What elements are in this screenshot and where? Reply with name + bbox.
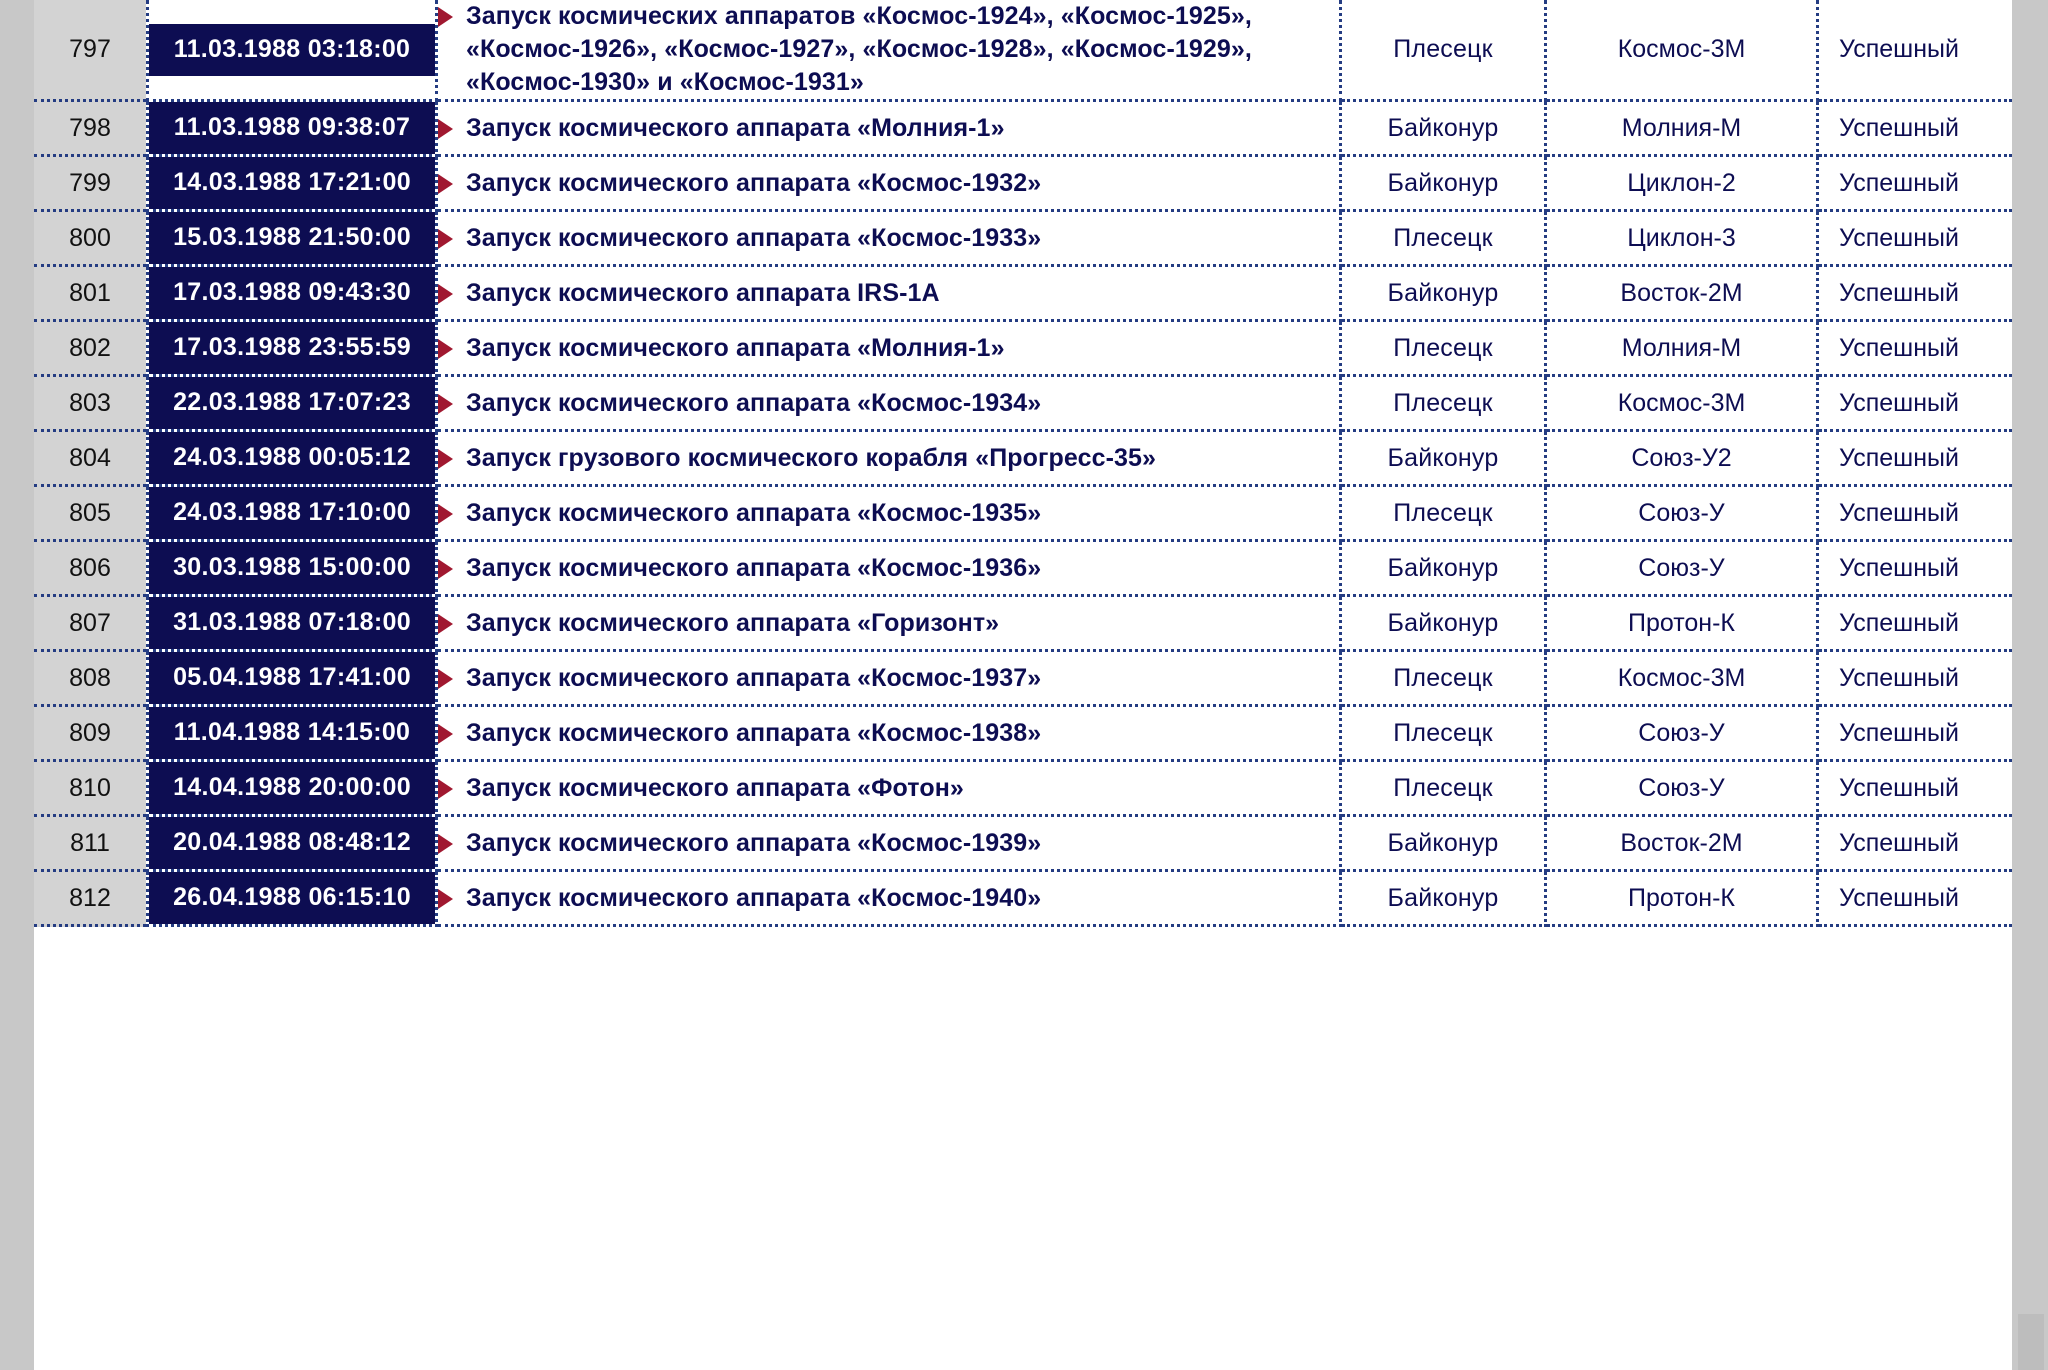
launch-site-cell: Байконур xyxy=(1342,432,1547,487)
bullet-triangle-icon xyxy=(438,339,454,364)
launch-datetime-label: 17.03.1988 23:55:59 xyxy=(149,322,435,374)
launch-vehicle-cell: Союз-У xyxy=(1547,707,1819,762)
launch-description-label[interactable]: Запуск космического аппарата «Космос-1936» xyxy=(466,553,1042,582)
launch-description-cell xyxy=(438,157,1342,212)
row-number-cell xyxy=(34,817,146,872)
launch-result-cell: Успешный xyxy=(1819,652,2012,707)
description-row xyxy=(438,387,1339,420)
launch-datetime-cell xyxy=(146,432,438,487)
table-row[interactable] xyxy=(34,872,2012,927)
launch-description-cell xyxy=(438,872,1342,927)
description-row xyxy=(438,607,1339,640)
launch-vehicle-cell: Восток-2М xyxy=(1547,817,1819,872)
launch-description-cell xyxy=(438,597,1342,652)
row-number-label: 802 xyxy=(69,333,111,362)
bullet-triangle-icon xyxy=(438,559,454,584)
launch-datetime-label: 11.03.1988 03:18:00 xyxy=(149,24,435,76)
row-number-cell xyxy=(34,267,146,322)
row-number-label: 798 xyxy=(69,113,111,142)
launch-result-cell: Успешный xyxy=(1819,872,2012,927)
table-row[interactable] xyxy=(34,762,2012,817)
table-row[interactable] xyxy=(34,322,2012,377)
launch-result-cell: Успешный xyxy=(1819,432,2012,487)
launch-datetime-label: 20.04.1988 08:48:12 xyxy=(149,817,435,869)
launch-description-label[interactable]: Запуск космического аппарата «Космос-1934» xyxy=(466,388,1042,417)
launch-datetime-label: 11.03.1988 09:38:07 xyxy=(149,102,435,154)
launch-datetime-cell xyxy=(146,872,438,927)
row-number-label: 800 xyxy=(69,223,111,252)
launch-site-cell: Плесецк xyxy=(1342,0,1547,102)
row-number-label: 805 xyxy=(69,498,111,527)
launch-datetime-label: 14.04.1988 20:00:00 xyxy=(149,762,435,814)
table-row[interactable] xyxy=(34,157,2012,212)
row-number-label: 807 xyxy=(69,608,111,637)
bullet-triangle-icon xyxy=(438,449,454,474)
launch-description-label[interactable]: Запуск космического аппарата «Космос-1937» xyxy=(466,663,1042,692)
launch-description-cell xyxy=(438,377,1342,432)
row-number-label: 808 xyxy=(69,663,111,692)
launch-datetime-label: 05.04.1988 17:41:00 xyxy=(149,652,435,704)
launch-result-cell: Успешный xyxy=(1819,597,2012,652)
launch-result-cell: Успешный xyxy=(1819,487,2012,542)
description-row xyxy=(438,277,1339,310)
launch-datetime-cell xyxy=(146,762,438,817)
launch-result-cell: Успешный xyxy=(1819,0,2012,102)
launch-site-cell: Плесецк xyxy=(1342,377,1547,432)
table-row[interactable] xyxy=(34,102,2012,157)
table-row[interactable] xyxy=(34,707,2012,762)
launch-datetime-cell xyxy=(146,542,438,597)
launch-datetime-cell xyxy=(146,707,438,762)
launch-vehicle-cell: Циклон-2 xyxy=(1547,157,1819,212)
launch-result-cell: Успешный xyxy=(1819,212,2012,267)
description-row xyxy=(438,717,1339,750)
launch-description-label[interactable]: Запуск космического аппарата «Космос-1938» xyxy=(466,718,1042,747)
launch-datetime-cell xyxy=(146,212,438,267)
row-number-label: 799 xyxy=(69,168,111,197)
launch-datetime-label: 30.03.1988 15:00:00 xyxy=(149,542,435,594)
description-row xyxy=(438,662,1339,695)
launch-result-cell: Успешный xyxy=(1819,542,2012,597)
row-number-cell xyxy=(34,707,146,762)
launch-vehicle-cell: Молния-М xyxy=(1547,322,1819,377)
launch-datetime-cell xyxy=(146,0,438,102)
row-number-cell xyxy=(34,102,146,157)
launch-vehicle-cell: Космос-3М xyxy=(1547,377,1819,432)
launch-description-cell xyxy=(438,432,1342,487)
launch-site-cell: Байконур xyxy=(1342,267,1547,322)
launch-site-cell: Плесецк xyxy=(1342,212,1547,267)
row-number-cell xyxy=(34,432,146,487)
table-row[interactable] xyxy=(34,432,2012,487)
launch-description-cell xyxy=(438,102,1342,157)
launch-result-cell: Успешный xyxy=(1819,157,2012,212)
launch-vehicle-cell: Циклон-3 xyxy=(1547,212,1819,267)
launch-description-cell xyxy=(438,707,1342,762)
row-number-label: 809 xyxy=(69,718,111,747)
table-row[interactable] xyxy=(34,597,2012,652)
row-number-label: 810 xyxy=(69,773,111,802)
launch-vehicle-cell: Союз-У xyxy=(1547,487,1819,542)
launch-vehicle-cell: Союз-У2 xyxy=(1547,432,1819,487)
row-number-cell xyxy=(34,377,146,432)
launch-site-cell: Байконур xyxy=(1342,542,1547,597)
launch-description-cell xyxy=(438,267,1342,322)
launch-description-label[interactable]: Запуск космического аппарата «Космос-1935» xyxy=(466,498,1042,527)
launch-site-cell: Байконур xyxy=(1342,597,1547,652)
launch-vehicle-cell: Союз-У xyxy=(1547,542,1819,597)
launch-description-label[interactable]: Запуск космического аппарата «Фотон» xyxy=(466,773,964,802)
launch-description-label[interactable]: Запуск космического аппарата «Космос-1939» xyxy=(466,828,1042,857)
launch-description-label[interactable]: Запуск космического аппарата «Молния-1» xyxy=(466,333,1005,362)
row-number-cell xyxy=(34,487,146,542)
launch-site-cell: Плесецк xyxy=(1342,762,1547,817)
table-row[interactable] xyxy=(34,487,2012,542)
row-number-label: 804 xyxy=(69,443,111,472)
table-row[interactable] xyxy=(34,267,2012,322)
description-row xyxy=(438,827,1339,860)
bullet-triangle-icon xyxy=(438,889,454,914)
launch-description-cell xyxy=(438,322,1342,377)
launch-vehicle-cell: Молния-М xyxy=(1547,102,1819,157)
bullet-triangle-icon xyxy=(438,724,454,749)
description-row xyxy=(438,0,1339,99)
launch-description-label[interactable]: Запуск космического аппарата «Космос-1932» xyxy=(466,168,1042,197)
row-number-cell xyxy=(34,157,146,212)
launch-description-label[interactable]: Запуск космического аппарата «Молния-1» xyxy=(466,113,1005,142)
launch-result-cell: Успешный xyxy=(1819,322,2012,377)
bullet-triangle-icon xyxy=(438,614,454,639)
launch-description-cell xyxy=(438,542,1342,597)
launch-description-cell xyxy=(438,487,1342,542)
table-row[interactable] xyxy=(34,212,2012,267)
launch-datetime-label: 26.04.1988 06:15:10 xyxy=(149,872,435,924)
launch-site-cell: Плесецк xyxy=(1342,652,1547,707)
launch-table-container xyxy=(34,0,2012,1370)
bullet-triangle-icon xyxy=(438,284,454,309)
launch-datetime-cell xyxy=(146,377,438,432)
launch-result-cell: Успешный xyxy=(1819,267,2012,322)
launch-description-cell xyxy=(438,762,1342,817)
launch-datetime-label: 31.03.1988 07:18:00 xyxy=(149,597,435,649)
launch-datetime-label: 17.03.1988 09:43:30 xyxy=(149,267,435,319)
launch-datetime-cell xyxy=(146,817,438,872)
launch-site-cell: Байконур xyxy=(1342,872,1547,927)
launch-table xyxy=(34,0,2012,927)
launch-site-cell: Плесецк xyxy=(1342,487,1547,542)
row-number-label: 797 xyxy=(69,35,111,63)
row-number-label: 803 xyxy=(69,388,111,417)
launch-description-label[interactable]: Запуск грузового космического корабля «Прогресс-35» xyxy=(466,443,1157,472)
launch-vehicle-cell: Космос-3М xyxy=(1547,652,1819,707)
launch-description-label[interactable]: Запуск космического аппарата IRS-1A xyxy=(466,278,940,307)
bullet-triangle-icon xyxy=(438,119,454,144)
launch-vehicle-cell: Протон-К xyxy=(1547,597,1819,652)
launch-result-cell: Успешный xyxy=(1819,377,2012,432)
launch-datetime-label: 14.03.1988 17:21:00 xyxy=(149,157,435,209)
row-number-cell xyxy=(34,762,146,817)
description-row xyxy=(438,442,1339,475)
launch-datetime-label: 15.03.1988 21:50:00 xyxy=(149,212,435,264)
bullet-triangle-icon xyxy=(438,174,454,199)
scrollbar-hint[interactable] xyxy=(2018,1314,2044,1370)
launch-result-cell: Успешный xyxy=(1819,762,2012,817)
launch-datetime-label: 22.03.1988 17:07:23 xyxy=(149,377,435,429)
description-row xyxy=(438,332,1339,365)
launch-vehicle-cell: Протон-К xyxy=(1547,872,1819,927)
launch-site-cell: Плесецк xyxy=(1342,707,1547,762)
row-number-cell xyxy=(34,872,146,927)
launch-datetime-label: 24.03.1988 17:10:00 xyxy=(149,487,435,539)
launch-table-body xyxy=(34,0,2012,927)
launch-description-cell xyxy=(438,212,1342,267)
launch-datetime-cell xyxy=(146,157,438,212)
row-number-cell xyxy=(34,652,146,707)
row-number-label: 806 xyxy=(69,553,111,582)
row-number-cell xyxy=(34,0,146,102)
launch-site-cell: Плесецк xyxy=(1342,322,1547,377)
launch-datetime-cell xyxy=(146,487,438,542)
launch-description-cell xyxy=(438,0,1342,102)
launch-site-cell: Байконур xyxy=(1342,157,1547,212)
launch-datetime-label: 24.03.1988 00:05:12 xyxy=(149,432,435,484)
row-number-label: 812 xyxy=(69,883,111,912)
launch-vehicle-cell: Восток-2М xyxy=(1547,267,1819,322)
launch-result-cell: Успешный xyxy=(1819,817,2012,872)
launch-vehicle-cell: Союз-У xyxy=(1547,762,1819,817)
table-row[interactable] xyxy=(34,377,2012,432)
launch-description-label[interactable]: Запуск космического аппарата «Космос-1933» xyxy=(466,223,1042,252)
launch-site-cell: Байконур xyxy=(1342,817,1547,872)
description-row xyxy=(438,772,1339,805)
launch-description-label[interactable]: Запуск космического аппарата «Горизонт» xyxy=(466,608,1000,637)
description-row xyxy=(438,497,1339,530)
row-number-cell xyxy=(34,542,146,597)
description-row xyxy=(438,552,1339,585)
bullet-triangle-icon xyxy=(438,394,454,419)
description-row xyxy=(438,222,1339,255)
launch-description-cell xyxy=(438,652,1342,707)
row-number-label: 801 xyxy=(69,278,111,307)
left-page-margin xyxy=(0,0,34,1370)
launch-datetime-cell xyxy=(146,102,438,157)
bullet-triangle-icon xyxy=(438,229,454,254)
description-row xyxy=(438,112,1339,145)
launch-description-label[interactable]: Запуск космических аппаратов «Космос-1924», «Космос-1925», «Космос-1926», «Космос-1927», «Космос-1928», «Космос-1929», «Космос-1930» и «Космос-1931» xyxy=(466,2,1252,96)
row-number-label: 811 xyxy=(70,828,110,857)
launch-description-cell xyxy=(438,817,1342,872)
launch-datetime-cell xyxy=(146,597,438,652)
row-number-cell xyxy=(34,212,146,267)
launch-datetime-label: 11.04.1988 14:15:00 xyxy=(149,707,435,759)
launch-datetime-cell xyxy=(146,652,438,707)
right-page-margin xyxy=(2012,0,2048,1370)
launch-result-cell: Успешный xyxy=(1819,102,2012,157)
row-number-cell xyxy=(34,322,146,377)
launch-description-label[interactable]: Запуск космического аппарата «Космос-1940» xyxy=(466,883,1042,912)
bullet-triangle-icon xyxy=(438,834,454,859)
description-row xyxy=(438,882,1339,915)
launch-result-cell: Успешный xyxy=(1819,707,2012,762)
row-number-cell xyxy=(34,597,146,652)
table-row[interactable] xyxy=(34,0,2012,102)
bullet-triangle-icon xyxy=(438,779,454,804)
bullet-triangle-icon xyxy=(438,669,454,694)
description-row xyxy=(438,167,1339,200)
launch-site-cell: Байконур xyxy=(1342,102,1547,157)
table-row[interactable] xyxy=(34,542,2012,597)
launch-datetime-cell xyxy=(146,322,438,377)
launch-datetime-cell xyxy=(146,267,438,322)
bullet-triangle-icon xyxy=(438,504,454,529)
launch-vehicle-cell: Космос-3М xyxy=(1547,0,1819,102)
bullet-triangle-icon xyxy=(438,7,454,32)
table-row[interactable] xyxy=(34,652,2012,707)
table-row[interactable] xyxy=(34,817,2012,872)
